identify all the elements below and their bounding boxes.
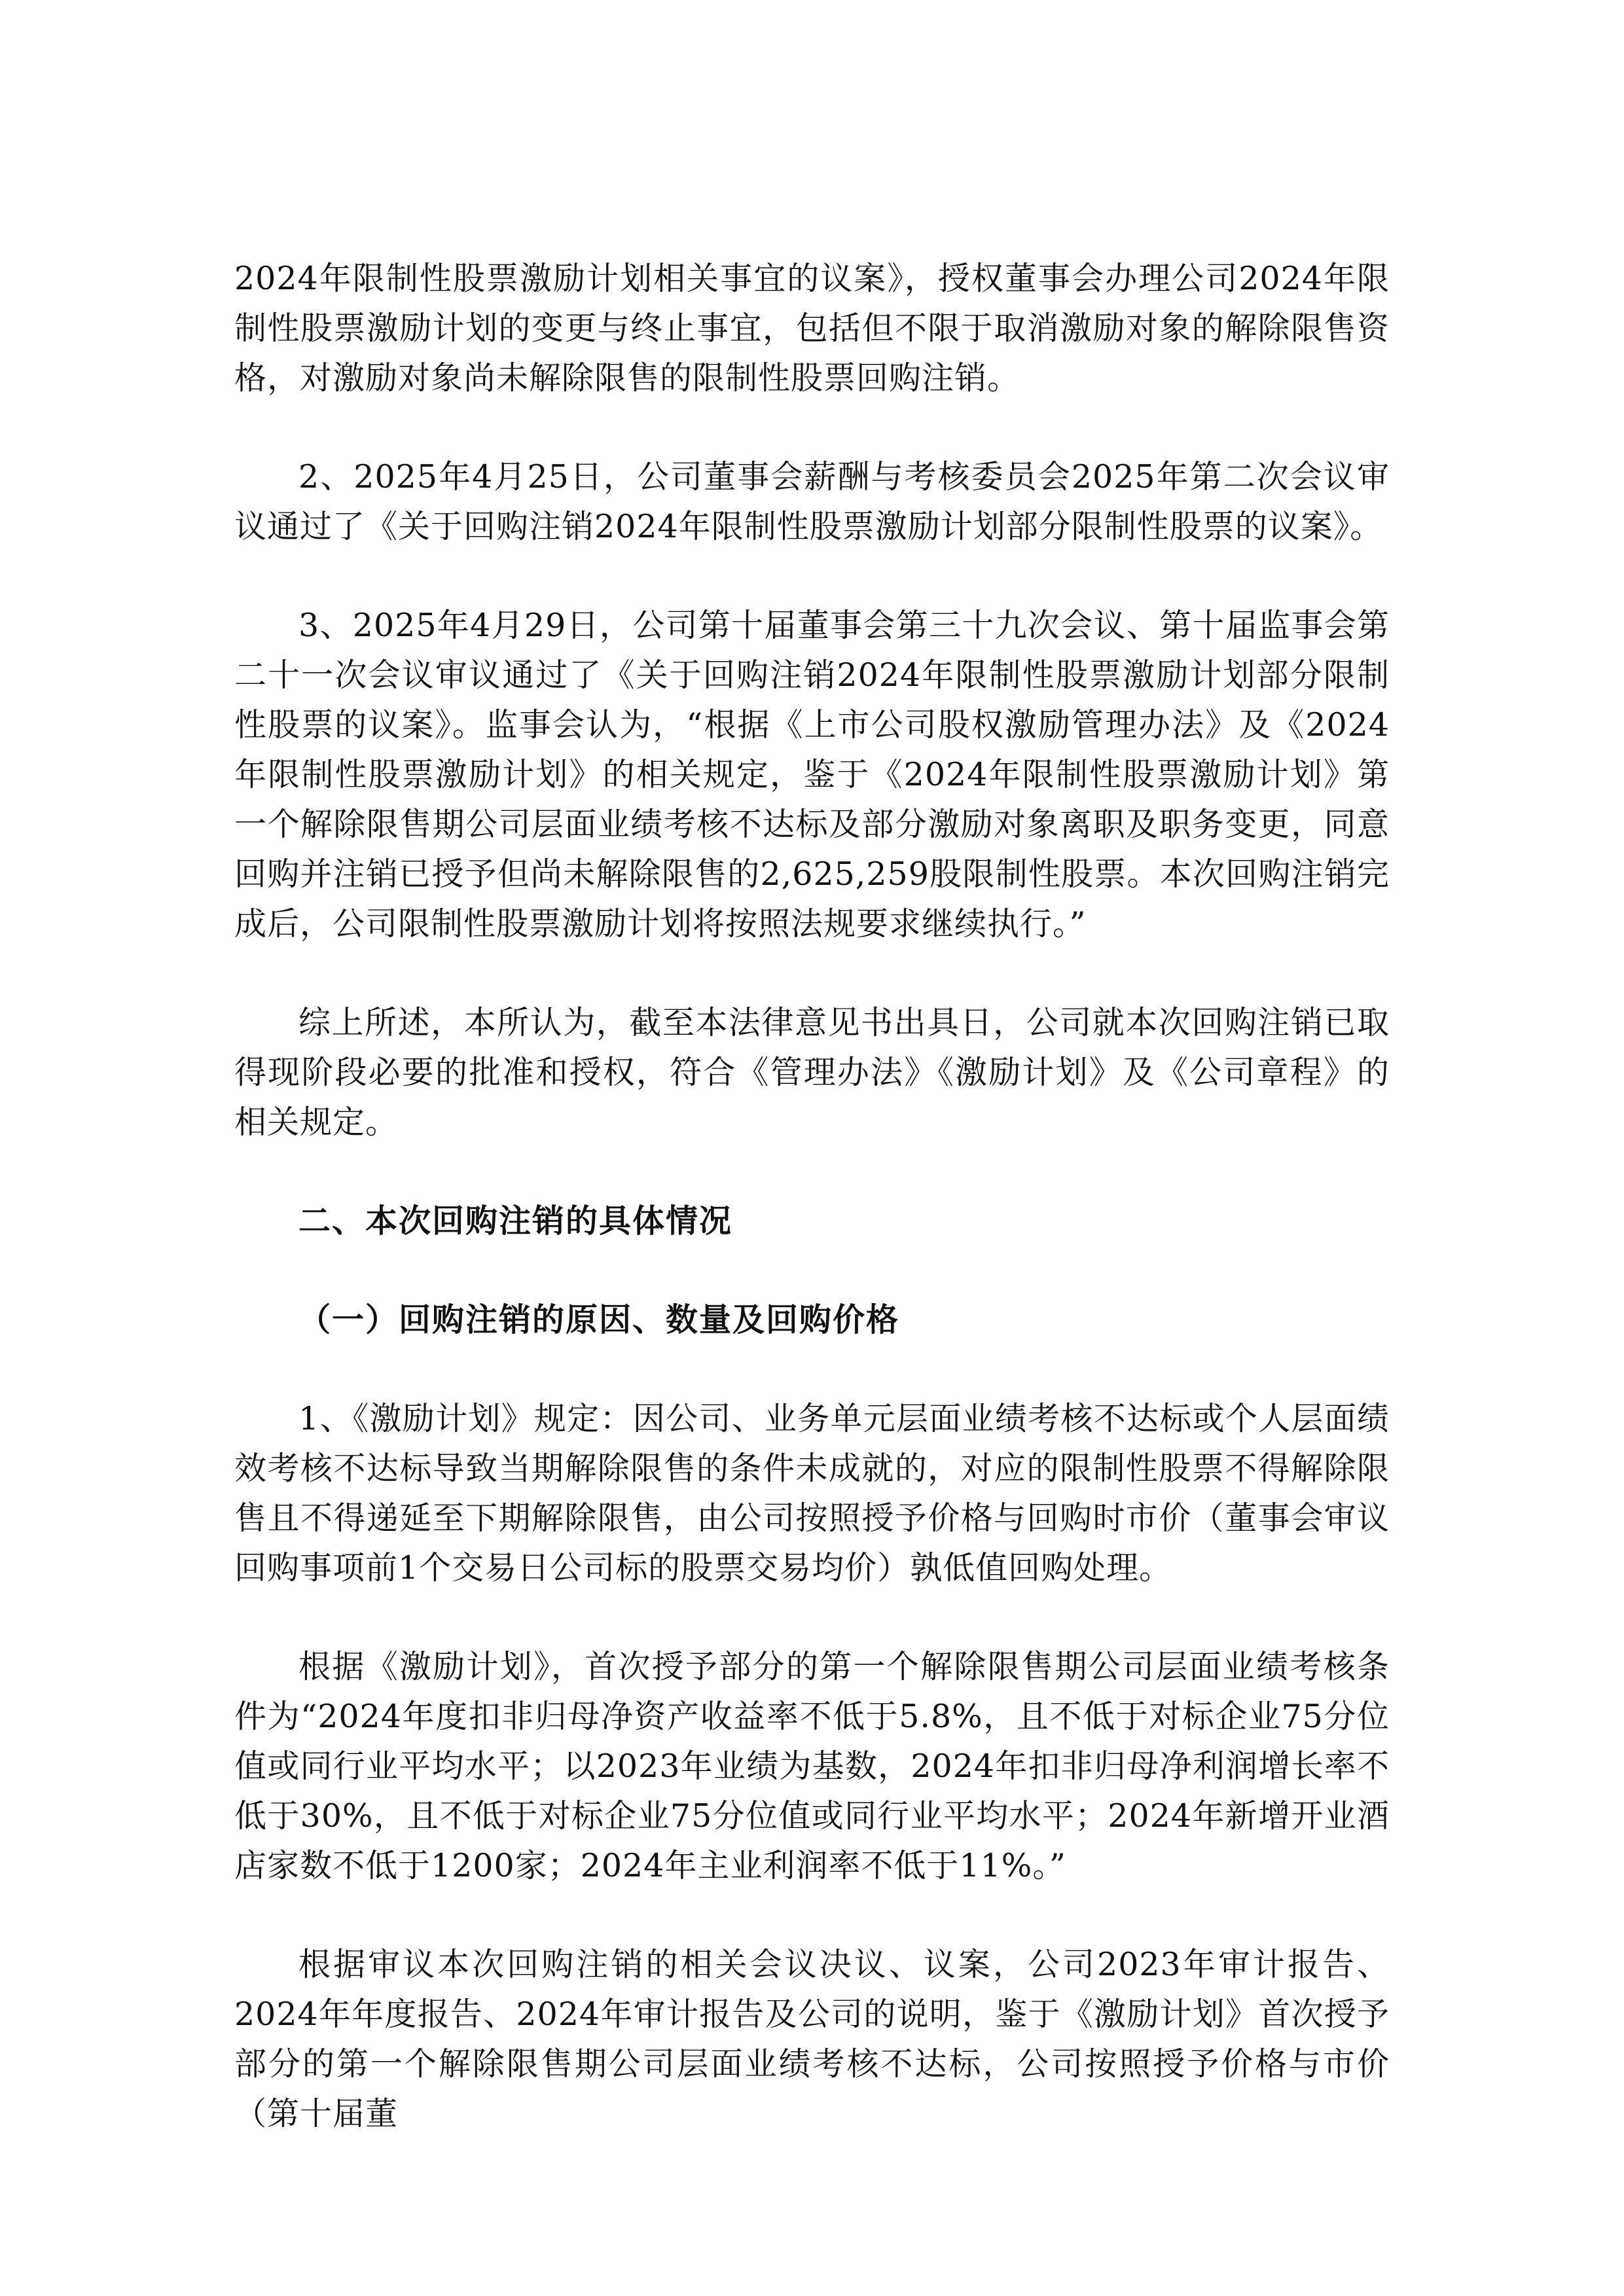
subsection-heading: （一）回购注销的原因、数量及回购价格 xyxy=(298,1301,900,1338)
paragraph-repurchase-basis: 根据审议本次回购注销的相关会议决议、议案，公司2023年审计报告、2024年年度报告、2024年审计报告及公司的说明，鉴于《激励计划》首次授予部分的第一个解除限售期公司层面业绩考核不达标，公司按照授予价格与市价（第十届董 xyxy=(234,1946,1390,2132)
section-heading: 二、本次回购注销的具体情况 xyxy=(298,1202,733,1240)
paragraph-authorization-continued: 2024年限制性股票激励计划相关事宜的议案》，授权董事会办理公司2024年限制性股票激励计划的变更与终止事宜，包括但不限于取消激励对象的解除限售资格，对激励对象尚未解除限售的限制性股票回购注销。 xyxy=(234,260,1390,397)
document-body xyxy=(234,254,1390,2139)
paragraph-performance-conditions: 根据《激励计划》，首次授予部分的第一个解除限售期公司层面业绩考核条件为“2024年度扣非归母净资产收益率不低于5.8%，且不低于对标企业75分位值或同行业平均水平；以2023年业绩为基数，2024年扣非归母净利润增长率不低于30%，且不低于对标企业75分位值或同行业平均水平；2024年新增开业酒店家数不低于1200家；2024年主业利润率不低于11%。” xyxy=(234,1648,1390,1884)
paragraph-committee-approval: 2、2025年4月25日，公司董事会薪酬与考核委员会2025年第二次会议审议通过了《关于回购注销2024年限制性股票激励计划部分限制性股票的议案》。 xyxy=(234,458,1390,545)
paragraph-incentive-plan-rule: 1、《激励计划》规定：因公司、业务单元层面业绩考核不达标或个人层面绩效考核不达标导致当期解除限售的条件未成就的，对应的限制性股票不得解除限售且不得递延至下期解除限售，由公司按照授予价格与回购时市价（董事会审议回购事项前1个交易日公司标的股票交易均价）孰低值回购处理。 xyxy=(234,1400,1390,1587)
paragraph-board-approval: 3、2025年4月29日，公司第十届董事会第三十九次会议、第十届监事会第二十一次会议审议通过了《关于回购注销2024年限制性股票激励计划部分限制性股票的议案》。监事会认为，“根据《上市公司股权激励管理办法》及《2024年限制性股票激励计划》的相关规定，鉴于《2024年限制性股票激励计划》第一个解除限售期公司层面业绩考核不达标及部分激励对象离职及职务变更，同意回购并注销已授予但尚未解除限售的2,625,259股限制性股票。本次回购注销完成后，公司限制性股票激励计划将按照法规要求继续执行。” xyxy=(234,607,1390,942)
paragraph-conclusion: 综上所述，本所认为，截至本法律意见书出具日，公司就本次回购注销已取得现阶段必要的批准和授权，符合《管理办法》《激励计划》及《公司章程》的相关规定。 xyxy=(234,1004,1390,1141)
